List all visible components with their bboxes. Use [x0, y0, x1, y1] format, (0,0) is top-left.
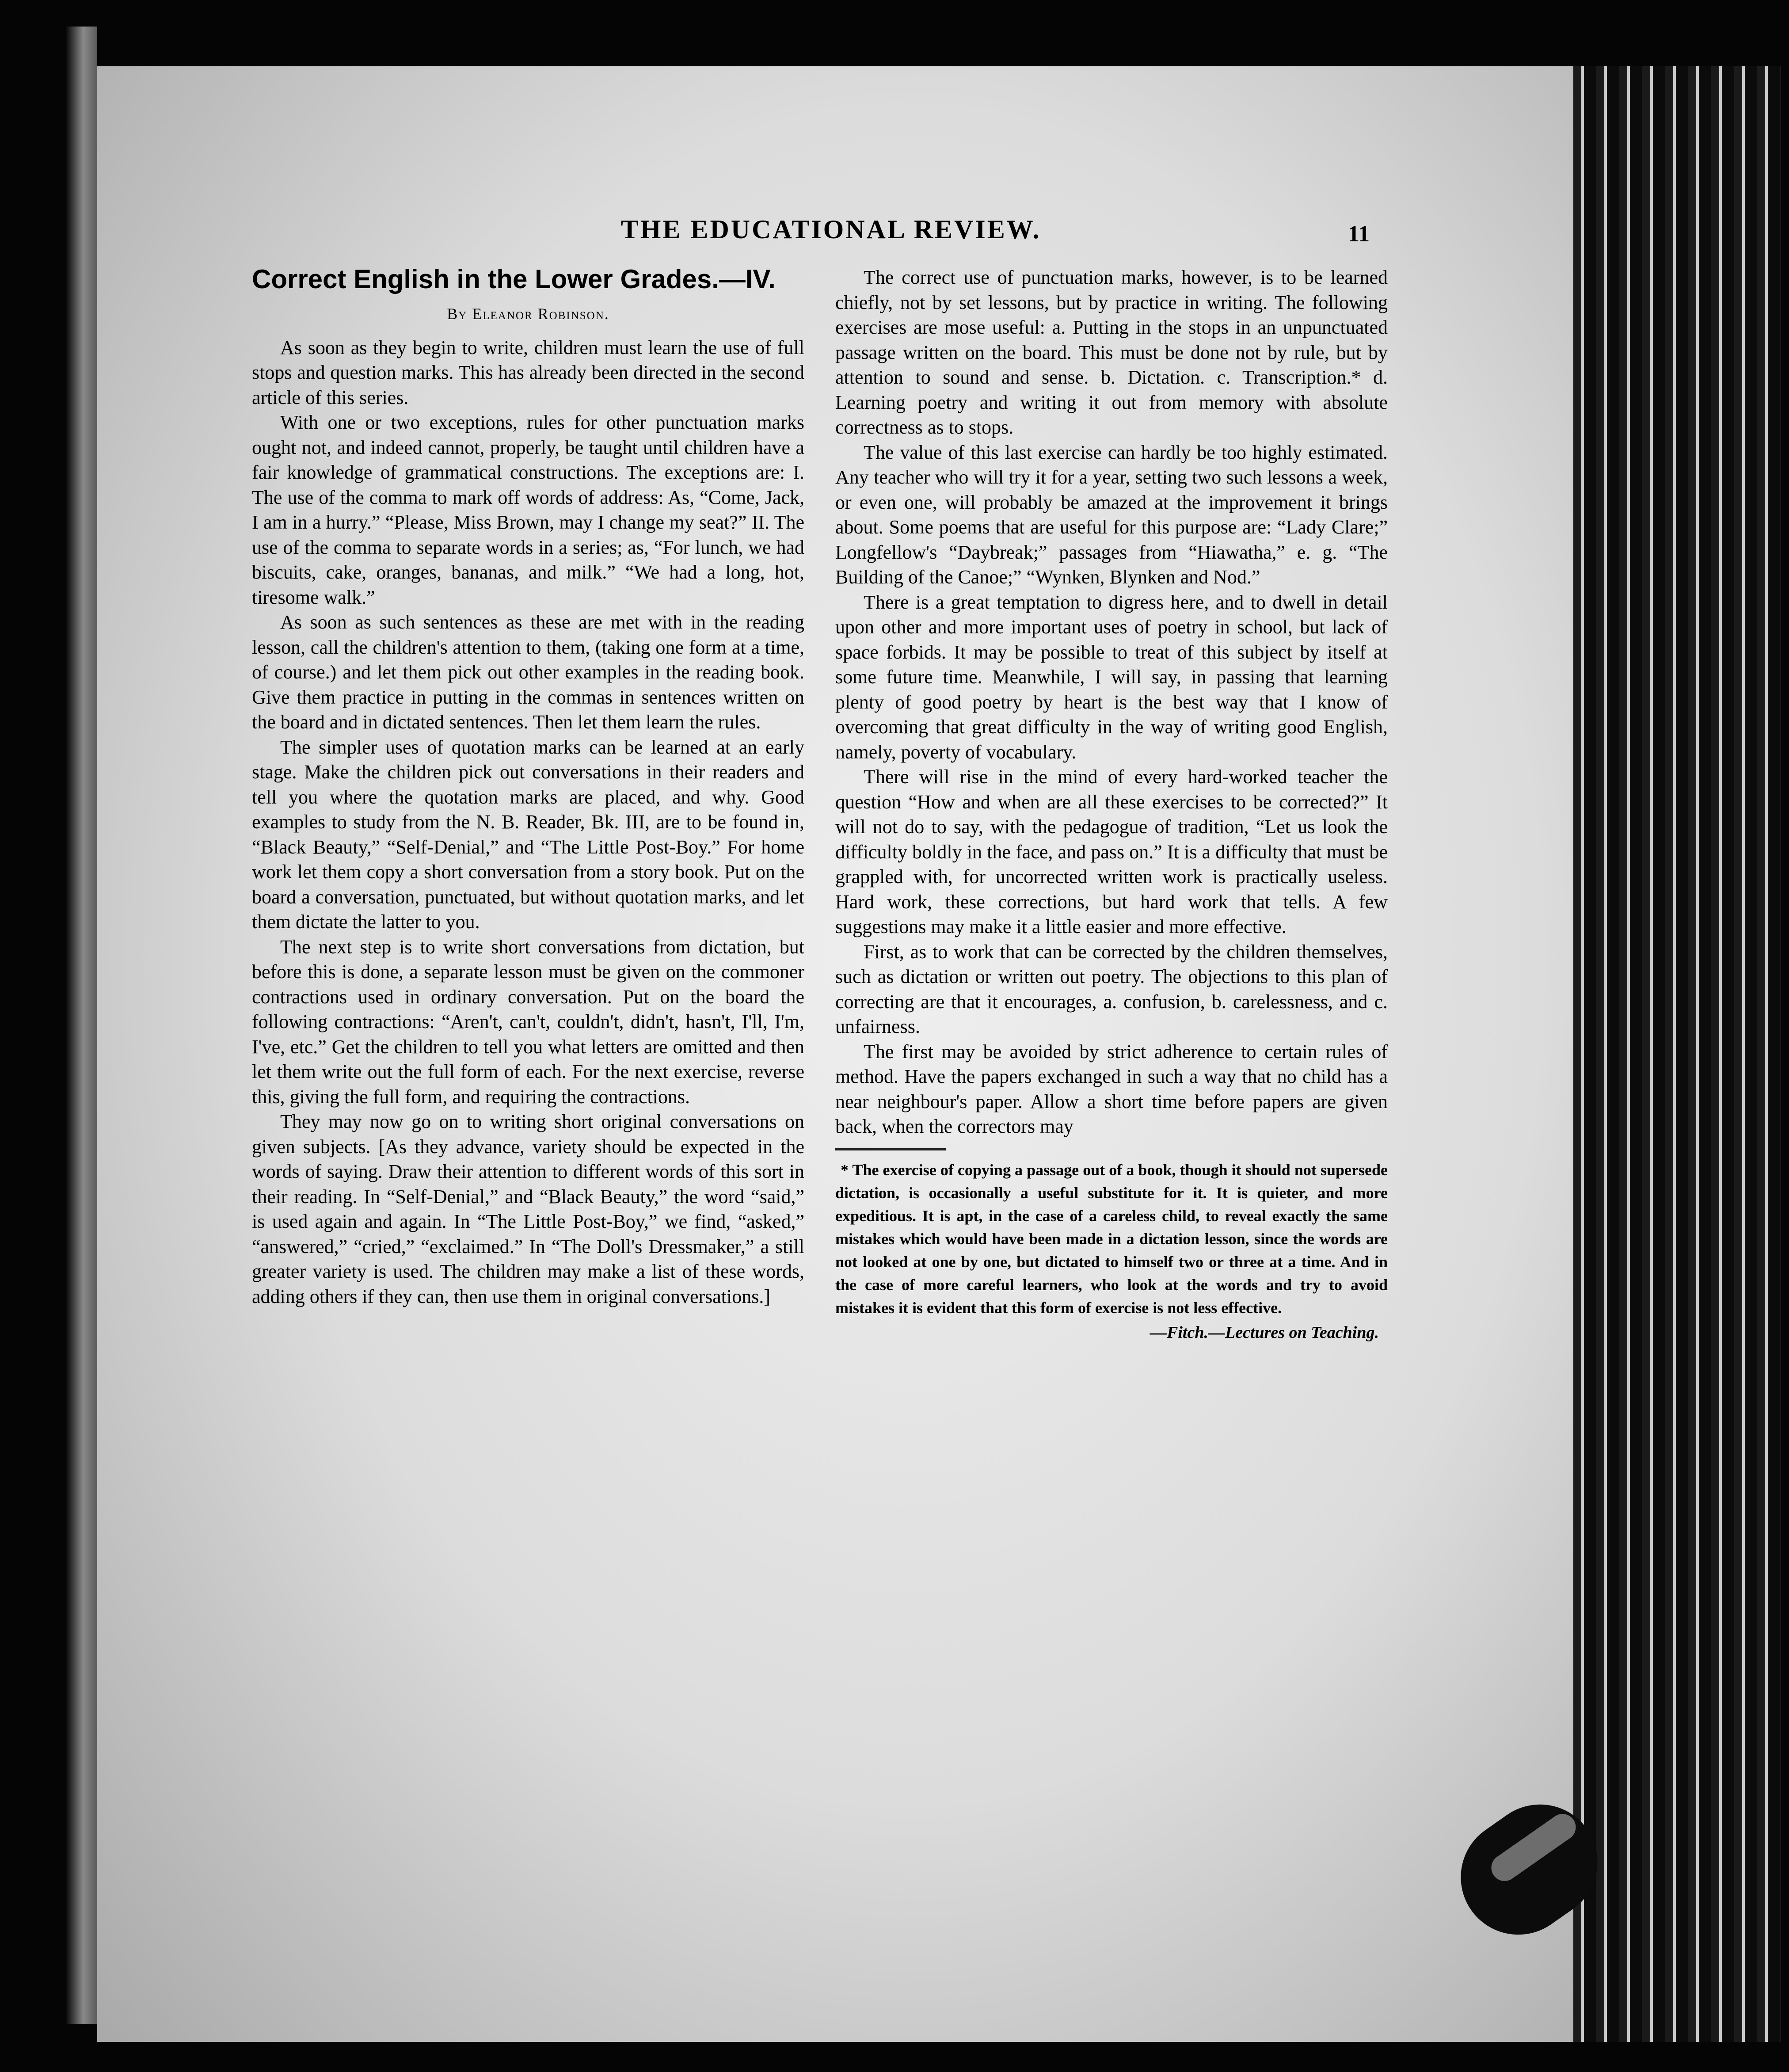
- paragraph: They may now go on to writing short original conversations on given subjects. [As they advance, variety should be expected in the words of saying. Draw their attention to different words of this sort in their reading. In “Self-Denial,” and “Black Beauty,” the word “said,” is used again and again. In “The Little Post-Boy,” we find, “asked,” “answered,” “cried,” “exclaimed.” In “The Doll's Dressmaker,” a still greater variety is used. The children may make a list of these words, adding others if they can, then use them in original conversations.]: [252, 1111, 804, 1307]
- footnote-divider: [835, 1148, 946, 1150]
- right-column: [835, 265, 1388, 1344]
- paragraph: The simpler uses of quotation marks can be learned at an early stage. Make the children pick out conversations in their readers and tell you where the quotation marks are placed, and why. Good examples to study from the N. B. Reader, Bk. III, are to be found in, “Black Beauty,” “Self-Denial,” and “The Little Post-Boy.” For home work let them copy a short conversation from a story book. Put on the board a conversation, punctuated, but without quotation marks, and let them dictate the latter to you.: [252, 736, 804, 933]
- page-number: 11: [1348, 221, 1370, 247]
- paragraph: The value of this last exercise can hardly be too highly estimated. Any teacher who will try it for a year, setting two such lessons a week, or even one, will probably be amazed at the improvement it brings about. Some poems that are useful for this purpose are: “Lady Clare;” Longfellow's “Daybreak;” passages from “Hiawatha,” e. g. “The Building of the Canoe;” “Wynken, Blynken and Nod.”: [835, 441, 1388, 588]
- running-title: THE EDUCATIONAL REVIEW.: [620, 215, 1041, 244]
- left-column: [252, 265, 804, 1309]
- paragraph: There will rise in the mind of every hard-worked teacher the question “How and when are all these exercises to be corrected?” It will not do to say, with the pedagogue of tradition, “Let us look the difficulty boldly in the face, and pass on.” It is a difficulty that must be grappled with, for uncorrected written work is practically useless. Hard work, these corrections, but hard work that tells. A few suggestions may make it a little easier and more effective.: [835, 766, 1388, 937]
- paragraph: First, as to work that can be corrected by the children themselves, such as dictation or written out poetry. The objections to this plan of correcting are that it encourages, a. confusion, b. carelessness, and c. unfairness.: [835, 941, 1388, 1037]
- paragraph: As soon as such sentences as these are met with in the reading lesson, call the children's attention to them, (taking one form at a time, of course.) and let them pick out other examples in the reading book. Give them practice in putting in the commas in sentences written on the board and in dictated sentences. Then let them learn the rules.: [252, 611, 804, 733]
- byline: By Eleanor Robinson.: [447, 305, 609, 323]
- book-gutter: [66, 27, 97, 2024]
- paragraph: With one or two exceptions, rules for other punctuation marks ought not, and indeed cannot, properly, be taught until children have a fair knowledge of grammatical constructions. The exceptions are: I. The use of the comma to mark off words of address: As, “Come, Jack, I am in a hurry.” “Please, Miss Brown, may I change my seat?” II. The use of the comma to separate words in a series; as, “For lunch, we had biscuits, cake, oranges, bananas, and milk.” “We had a long, hot, tiresome walk.”: [252, 411, 804, 608]
- page-edges: [1573, 66, 1781, 2042]
- paragraph: The first may be avoided by strict adherence to certain rules of method. Have the papers exchanged in such a way that no child has a near neighbour's paper. Allow a short time before papers are given back, when the correctors may: [835, 1040, 1388, 1137]
- footnote-text: * The exercise of copying a passage out of a book, though it should not supersede dictation, is occasionally a useful substitute for it. It is quieter, and more expeditious. It is apt, in the case of a careless child, to reveal exactly the same mistakes which would have been made in a dictation lesson, since the words are not looked at one by one, but dictated to himself two or three at a time. And in the case of more careful learners, who look at the words and try to avoid mistakes it is evident that this form of exercise is not less effective.: [835, 1161, 1388, 1317]
- paragraph: The next step is to write short conversations from dictation, but before this is done, a separate lesson must be given on the commoner contractions used in ordinary conversation. Put on the board the following contractions: “Aren't, can't, couldn't, didn't, hasn't, I'll, I'm, I've, etc.” Get the children to tell you what letters are omitted and then let them write out the full form of each. For the next exercise, reverse this, giving the full form, and requiring the contractions.: [252, 936, 804, 1108]
- footnote: [835, 1158, 1388, 1344]
- paragraph: As soon as they begin to write, children must learn the use of full stops and question marks. This has already been directed in the second article of this series.: [252, 336, 804, 408]
- paragraph: There is a great temptation to digress here, and to dwell in detail upon other and more important uses of poetry in school, but lack of space forbids. It may be possible to treat of this subject by itself at some future time. Meanwhile, I will say, in passing that learning plenty of good poetry by heart is the best way that I know of overcoming that great difficulty in the way of writing good English, namely, poverty of vocabulary.: [835, 591, 1388, 763]
- footnote-attribution: —Fitch.—Lectures on Teaching.: [1150, 1323, 1379, 1342]
- article-title: Correct English in the Lower Grades.—IV.: [252, 264, 776, 294]
- paragraph: The correct use of punctuation marks, however, is to be learned chiefly, not by set lessons, but by practice in writing. The following exercises are mose useful: a. Putting in the stops in an unpunctuated passage written on the board. This must be done not by rule, but by attention to sound and sense. b. Dictation. c. Transcription.* d. Learning poetry and writing it out from memory with absolute correctness as to stops.: [835, 267, 1388, 438]
